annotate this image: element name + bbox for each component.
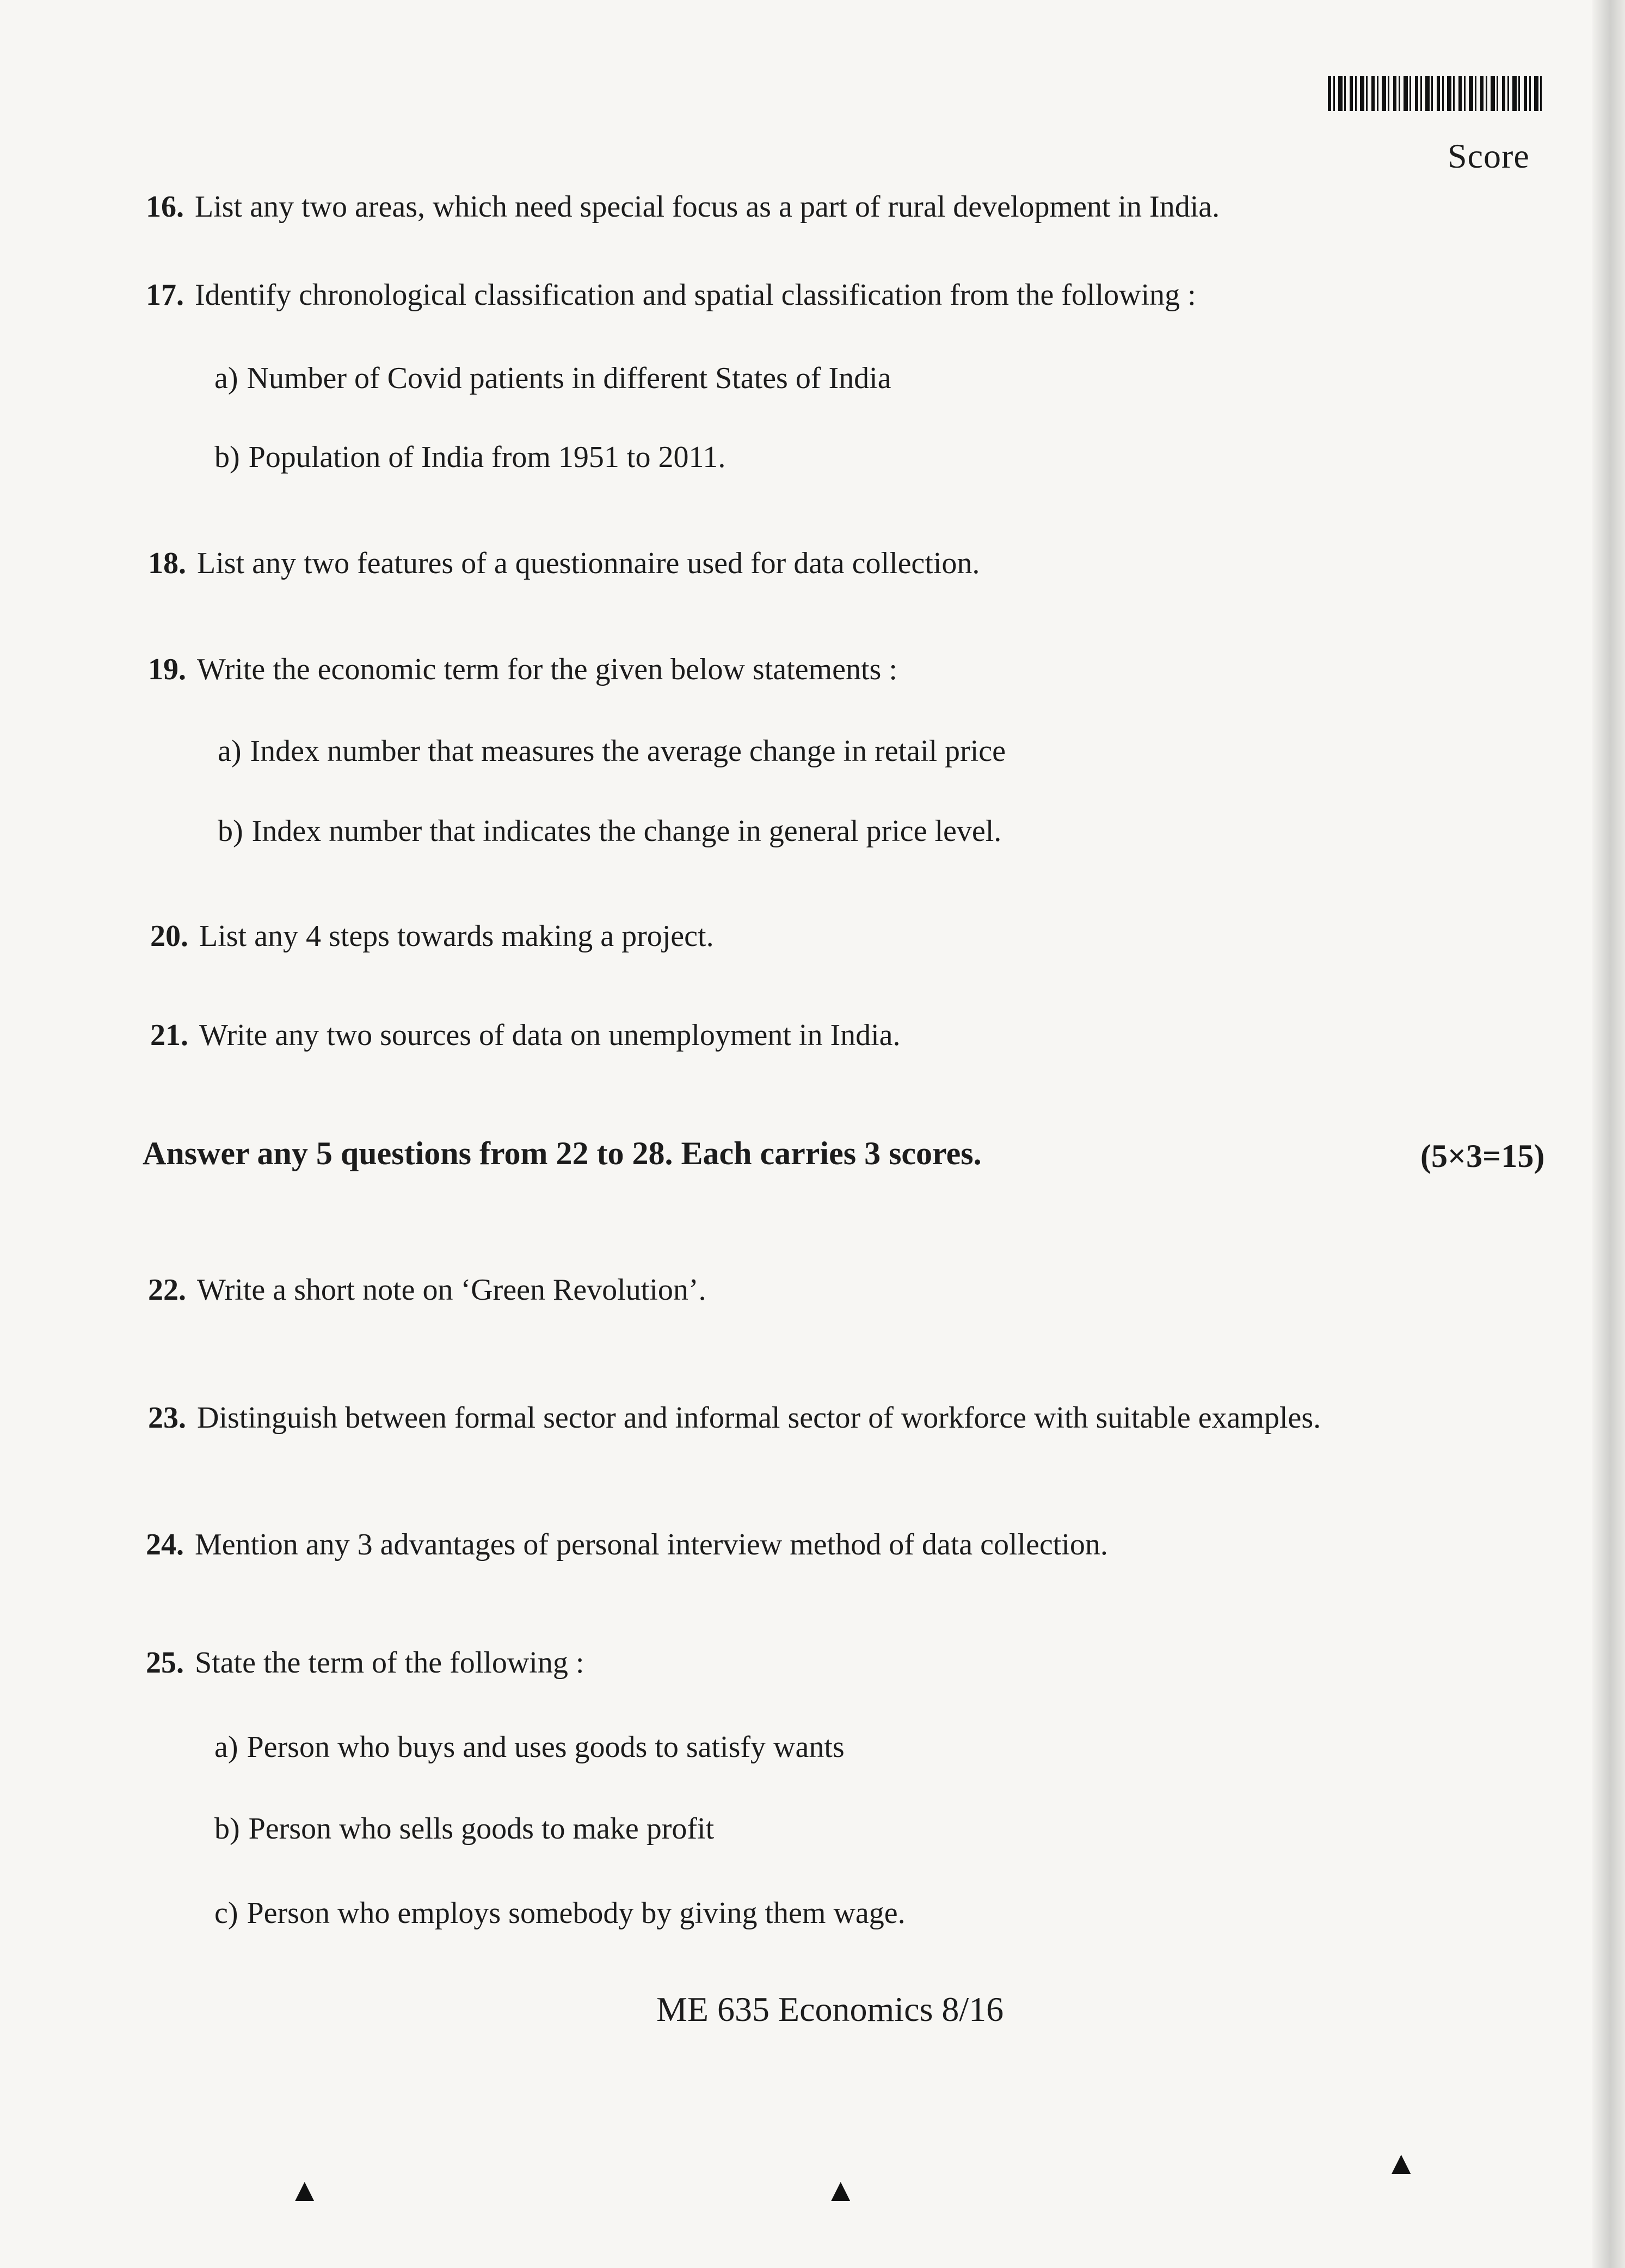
option-text: Index number that indicates the change in general price level. <box>251 814 1002 848</box>
option-text: Index number that measures the average change in retail price <box>250 734 1006 768</box>
question-text: Identify chronological classification and spatial classification from the following : <box>195 278 1196 312</box>
question-22 <box>148 1274 706 1307</box>
option-marker: b) <box>214 440 240 474</box>
page-footer: ME 635 Economics 8/16 <box>656 1990 1004 2029</box>
question-text: Write the economic term for the given below statements : <box>197 653 897 686</box>
question-number: 25. <box>146 1646 184 1680</box>
question-25-option-a <box>214 1731 845 1765</box>
question-text: State the term of the following : <box>195 1646 584 1680</box>
question-19-option-b <box>218 815 1001 849</box>
question-number: 22. <box>148 1273 186 1307</box>
question-20 <box>150 920 714 954</box>
question-text: List any 4 steps towards making a project. <box>199 919 714 953</box>
question-17-option-b <box>214 441 725 475</box>
question-24 <box>146 1528 1108 1562</box>
question-18 <box>148 547 980 581</box>
question-text: Mention any 3 advantages of personal interview method of data collection. <box>195 1528 1108 1562</box>
question-number: 19. <box>148 653 186 686</box>
section-instruction: Answer any 5 questions from 22 to 28. Each carries 3 scores. <box>143 1135 982 1171</box>
question-number: 20. <box>150 919 188 953</box>
option-marker: a) <box>218 734 242 768</box>
page-edge-shadow <box>1592 0 1625 2268</box>
option-marker: c) <box>214 1896 238 1930</box>
registration-mark-icon: ▲ <box>288 2172 321 2208</box>
question-25 <box>146 1646 584 1680</box>
question-23 <box>148 1402 1321 1435</box>
score-column-label: Score <box>1448 137 1530 175</box>
question-text: List any two areas, which need special focus as a part of rural development in India. <box>195 190 1220 224</box>
option-text: Person who employs somebody by giving them wage. <box>247 1896 906 1930</box>
question-text: Write a short note on ‘Green Revolution’. <box>197 1273 706 1307</box>
option-text: Population of India from 1951 to 2011. <box>248 440 726 474</box>
question-16 <box>146 190 1220 224</box>
question-17 <box>146 279 1196 312</box>
section-score: (5×3=15) <box>1420 1138 1545 1174</box>
question-19 <box>148 653 897 687</box>
registration-mark-icon: ▲ <box>1385 2145 1418 2181</box>
option-text: Number of Covid patients in different States of India <box>247 361 891 395</box>
registration-mark-icon: ▲ <box>824 2172 857 2208</box>
question-text: Distinguish between formal sector and informal sector of workforce with suitable examples. <box>197 1401 1321 1435</box>
option-marker: b) <box>214 1812 240 1846</box>
question-19-option-a <box>218 735 1006 769</box>
question-number: 17. <box>146 278 184 312</box>
question-25-option-b <box>214 1812 714 1846</box>
question-number: 21. <box>150 1018 188 1052</box>
question-number: 16. <box>146 190 184 224</box>
question-number: 23. <box>148 1401 186 1435</box>
question-21 <box>150 1019 901 1053</box>
question-25-option-c <box>214 1897 906 1931</box>
option-marker: b) <box>218 814 243 848</box>
option-marker: a) <box>214 361 238 395</box>
option-text: Person who buys and uses goods to satisfy wants <box>247 1730 845 1764</box>
question-text: List any two features of a questionnaire used for data collection. <box>197 546 980 580</box>
question-number: 24. <box>146 1528 184 1562</box>
option-marker: a) <box>214 1730 238 1764</box>
barcode-icon <box>1328 76 1542 111</box>
question-17-option-a <box>214 362 891 396</box>
question-text: Write any two sources of data on unemployment in India. <box>199 1018 901 1052</box>
question-number: 18. <box>148 546 186 580</box>
option-text: Person who sells goods to make profit <box>248 1812 715 1846</box>
